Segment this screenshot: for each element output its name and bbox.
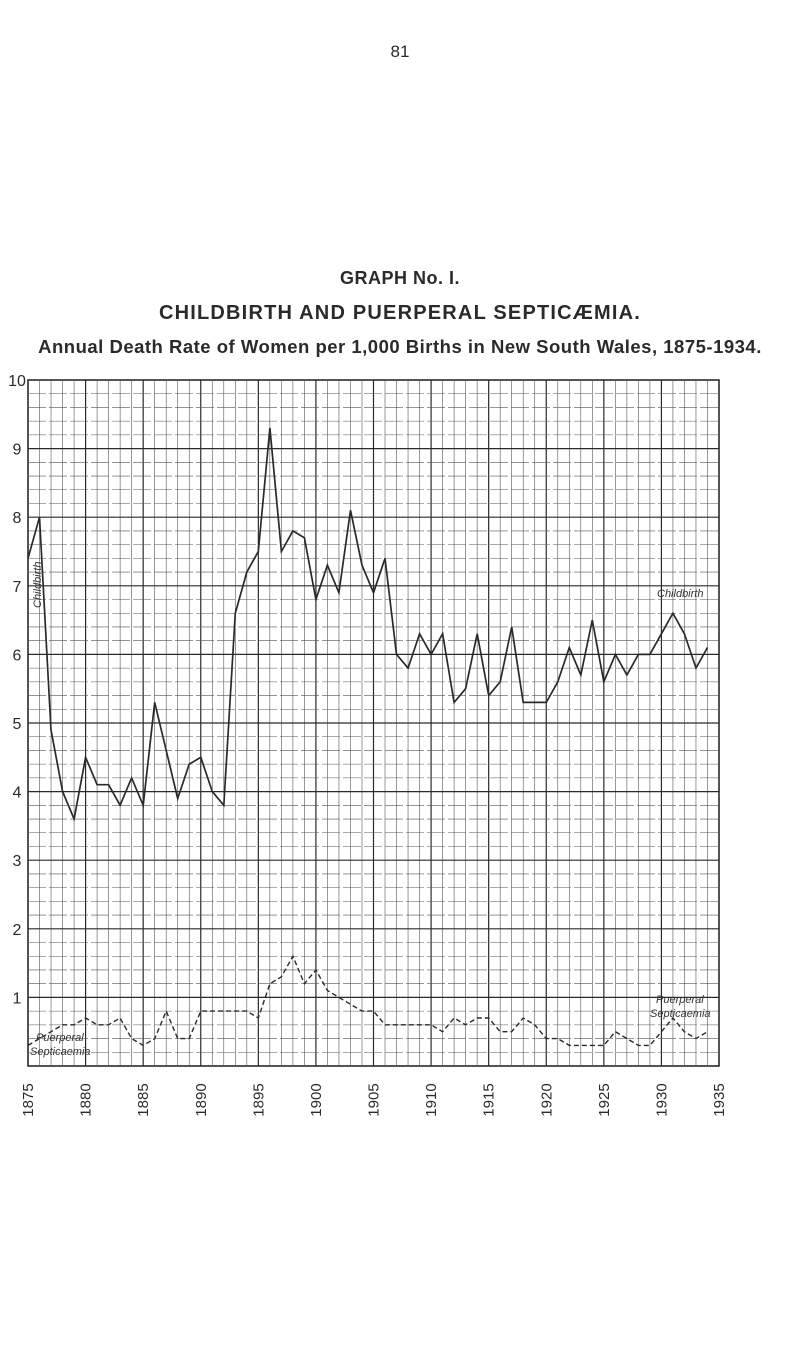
x-tick-label: 1890 [192,1083,210,1117]
x-tick-label: 1925 [595,1083,613,1117]
y-tick-label: 5 [12,716,22,733]
y-tick-label: 2 [12,921,22,939]
childbirth-label-right: Childbirth [657,588,704,600]
y-tick-label: 10 [8,373,26,390]
y-tick-label: 1 [12,990,22,1008]
chart-grid [28,380,719,1066]
y-tick-label: 9 [12,441,22,459]
x-tick-label: 1920 [538,1083,556,1117]
x-tick-label: 1900 [307,1083,325,1117]
puerperal-label-left-line2: Septicaemia [30,1046,91,1058]
x-tick-label: 1880 [77,1083,95,1117]
graph-number: GRAPH No. I. [339,268,460,288]
page-number: 81 [390,42,410,61]
x-tick-label: 1930 [653,1083,671,1117]
childbirth-label-left: Childbirth [32,561,44,608]
puerperal-label-right-line2: Septicaemia [650,1008,711,1020]
chart-title: CHILDBIRTH AND PUERPERAL SEPTICÆMIA. [158,302,642,324]
puerperal-septicaemia-series-line [28,956,708,1045]
childbirth-series-line [28,428,708,819]
y-axis-ticks [8,373,26,1007]
x-tick-label: 1910 [423,1083,441,1117]
x-axis-ticks [20,1083,728,1116]
y-tick-label: 8 [12,510,22,528]
x-tick-label: 1895 [250,1083,268,1117]
y-tick-label: 7 [12,578,22,596]
x-tick-label: 1885 [135,1083,153,1117]
y-tick-label: 6 [12,647,22,665]
x-tick-label: 1875 [20,1083,37,1117]
y-tick-label: 4 [12,784,22,802]
x-tick-label: 1915 [480,1083,498,1117]
puerperal-label-left-line1: Puerperal [36,1032,84,1044]
chart-subtitle: Annual Death Rate of Women per 1,000 Births in New South Wales, 1875-1934. [38,336,762,357]
x-tick-label: 1935 [711,1083,728,1117]
puerperal-label-right-line1: Puerperal [656,994,704,1006]
x-tick-label: 1905 [365,1083,383,1117]
y-tick-label: 3 [12,853,22,871]
